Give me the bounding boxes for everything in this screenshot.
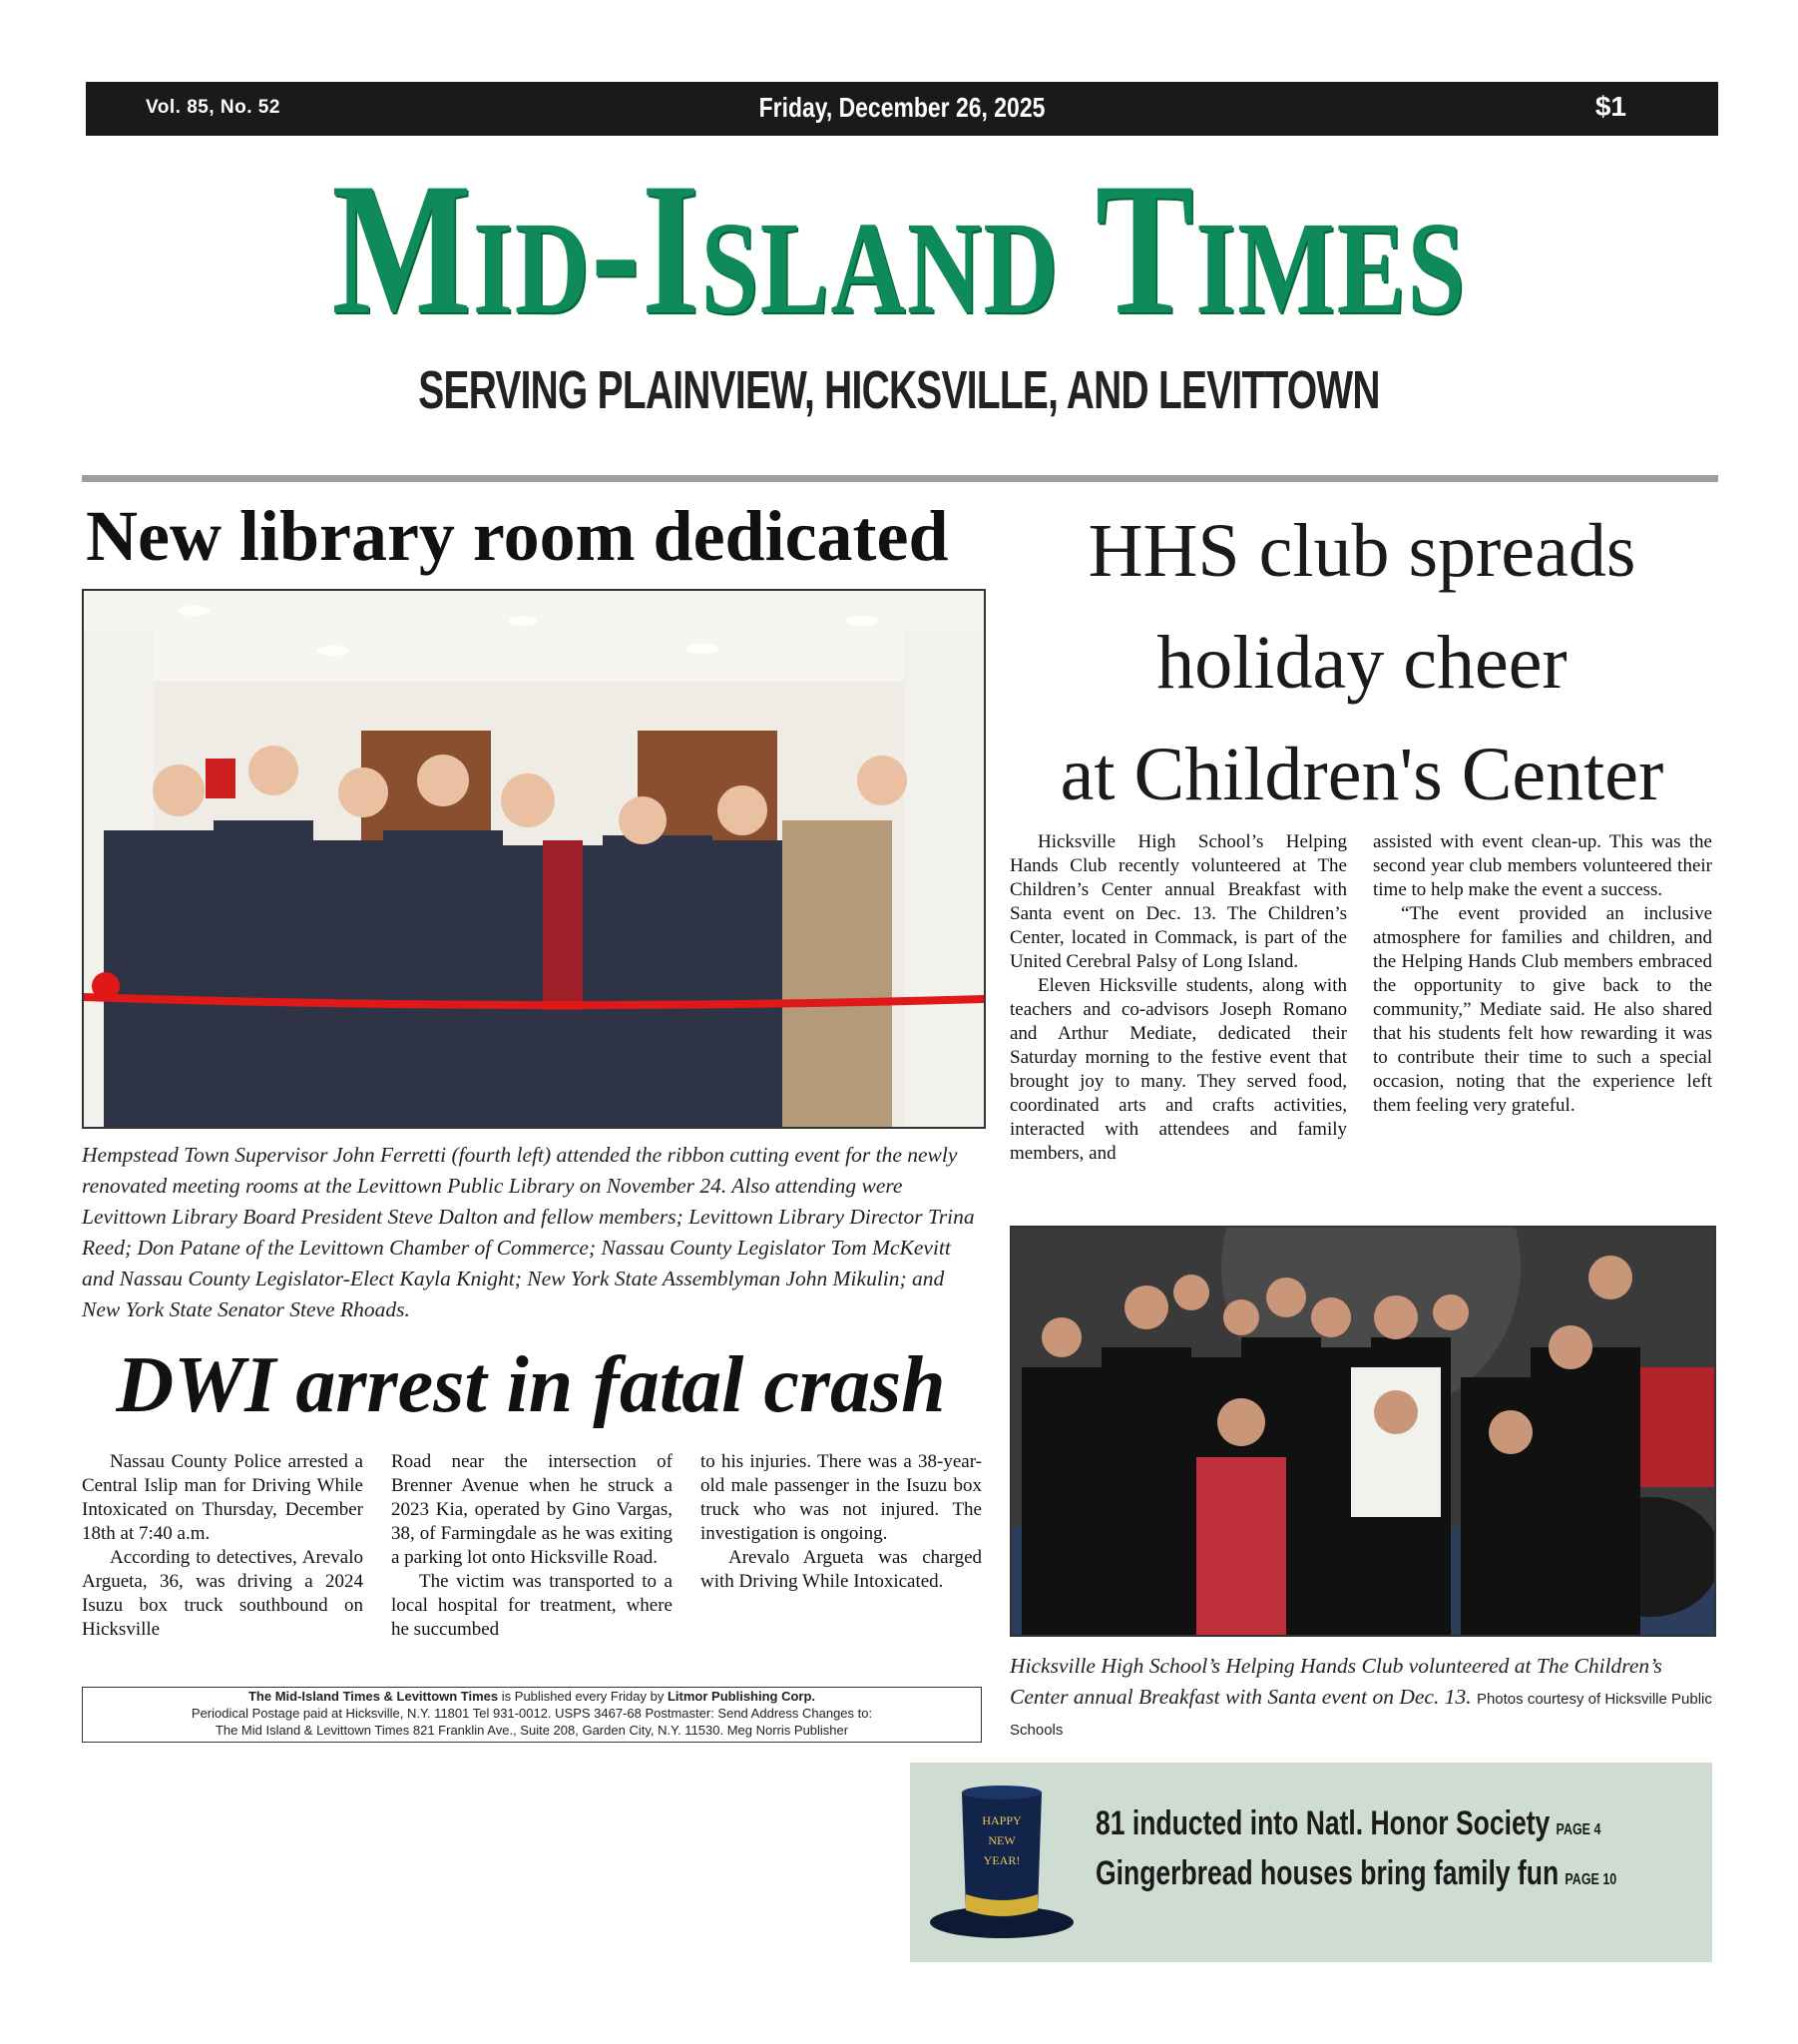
hat-text: NEW (988, 1833, 1016, 1847)
promo-item[interactable] (1096, 1854, 1616, 1893)
dwi-paragraph: to his injuries. There was a 38-year-old male passenger in the Isuzu box truck who was not injured. The investigation is ongoing. (700, 1451, 982, 1544)
volume-number: Vol. 85, No. 52 (146, 97, 280, 118)
publishing-line-1 (83, 1688, 981, 1705)
new-year-hat-icon (926, 1783, 1078, 1942)
dwi-paragraph: Nassau County Police arrested a Central Islip man for Driving While Intoxicated on Thursday, December 18th at 7:40 a.m. (82, 1451, 363, 1544)
hhs-headline-line: at Children's Center (1060, 733, 1664, 816)
hhs-paragraph: assisted with event clean-up. This was the second year club members volunteered their time to help make the event a success. (1373, 831, 1712, 900)
hhs-headline-line: HHS club spreads (1088, 509, 1636, 593)
hhs-column-2 (1373, 830, 1712, 1118)
library-headline: New library room dedicated (86, 496, 949, 576)
masthead-tagline: SERVING PLAINVIEW, HICKSVILLE, AND LEVITTOWN (418, 360, 1380, 420)
publication-name: The Mid-Island Times & Levittown Times (247, 1689, 499, 1704)
promo-item[interactable] (1096, 1804, 1600, 1843)
dwi-paragraph: Road near the intersection of Brenner Avenue when he struck a 2023 Kia, operated by Gino Vargas, 38, of Farmingdale as he was exiting a parking lot onto Hicksville Road. (391, 1451, 673, 1568)
hhs-photo-caption (1010, 1651, 1718, 1744)
dwi-paragraph: Arevalo Argueta was charged with Driving While Intoxicated. (700, 1547, 982, 1592)
hat-text: YEAR! (983, 1853, 1021, 1867)
publishing-line-3: The Mid Island & Levittown Times 821 Franklin Ave., Suite 208, Garden City, N.Y. 11530. Meg Norris Publisher (215, 1723, 849, 1738)
publisher-company: Litmor Publishing Corp. (667, 1689, 816, 1704)
hhs-paragraph: “The event provided an inclusive atmosphere for families and children, and the Helping Hands Club members embraced the opportunity to give back to the community,” Mediate said. He also shared that his students felt how rewarding it was to contribute their time to such a special occasion, noting that the experience left them feeling very grateful. (1373, 903, 1712, 1116)
promo-page: PAGE 10 (1565, 1871, 1617, 1888)
top-info-bar (86, 82, 1718, 136)
ribbon-cutting-photo (82, 589, 986, 1129)
promo-page: PAGE 4 (1556, 1821, 1601, 1838)
header-divider (82, 475, 1718, 482)
hat-text: HAPPY (982, 1813, 1022, 1827)
dwi-column-3 (700, 1450, 982, 1594)
inside-promo-box (910, 1763, 1712, 1962)
publishing-frequency: is Published every Friday by (501, 1689, 665, 1704)
helping-hands-photo (1010, 1226, 1716, 1637)
dwi-column-1 (82, 1450, 363, 1642)
dwi-paragraph: According to detectives, Arevalo Argueta, 36, was driving a 2024 Isuzu box truck southbound on Hicksville (82, 1547, 363, 1640)
publishing-line-2: Periodical Postage paid at Hicksville, N.Y. 11801 Tel 931-0012. USPS 3467-68 Postmaster: Send Address Changes to: (191, 1706, 873, 1721)
library-photo-caption: Hempstead Town Supervisor John Ferretti (fourth left) attended the ribbon cutting event for the newly renovated meeting rooms at the Levittown Public Library on November 24. Also attending were Levittown Library Board President Steve Dalton and fellow members; Levittown Library Director Trina Reed; Don Patane of the Levittown Chamber of Commerce; Nassau County Legislator Tom McKevitt and Nassau County Legislator-Elect Kayla Knight; New York State Assemblyman John Mikulin; and New York State Senator Steve Rhoads. (82, 1143, 975, 1321)
hhs-paragraph: Eleven Hicksville students, along with teachers and co-advisors Joseph Romano and Arthur Mediate, dedicated their Saturday morning to the festive event that brought joy to many. They served food, coordinated arts and crafts activities, interacted with attendees and family members, and (1010, 975, 1347, 1164)
promo-title: Gingerbread houses bring family fun (1096, 1854, 1560, 1892)
hhs-headline-line: holiday cheer (1156, 621, 1568, 705)
dwi-column-2 (391, 1450, 673, 1642)
hhs-headline (998, 495, 1726, 830)
issue-date: Friday, December 26, 2025 (758, 92, 1046, 123)
publishing-info-box (82, 1687, 982, 1743)
masthead-title: Mid-Island Times (331, 145, 1467, 354)
dwi-paragraph: The victim was transported to a local hospital for treatment, where he succumbed (391, 1571, 673, 1640)
promo-title: 81 inducted into Natl. Honor Society (1096, 1804, 1551, 1842)
hhs-paragraph: Hicksville High School’s Helping Hands Club recently volunteered at The Children’s Center annual Breakfast with Santa event on Dec. 13. The Children’s Center, located in Commack, is part of the United Cerebral Palsy of Long Island. (1010, 831, 1347, 972)
photo-credit: Photos courtesy of Hicksville Public Schools (1010, 1691, 1712, 1739)
dwi-headline: DWI arrest in fatal crash (116, 1341, 946, 1429)
hhs-caption-text: Hicksville High School’s Helping Hands Club volunteered at The Children’s Center annual Breakfast with Santa event on Dec. 13. (1010, 1654, 1662, 1709)
price: $1 (1594, 91, 1626, 122)
hhs-column-1 (1010, 830, 1347, 1166)
